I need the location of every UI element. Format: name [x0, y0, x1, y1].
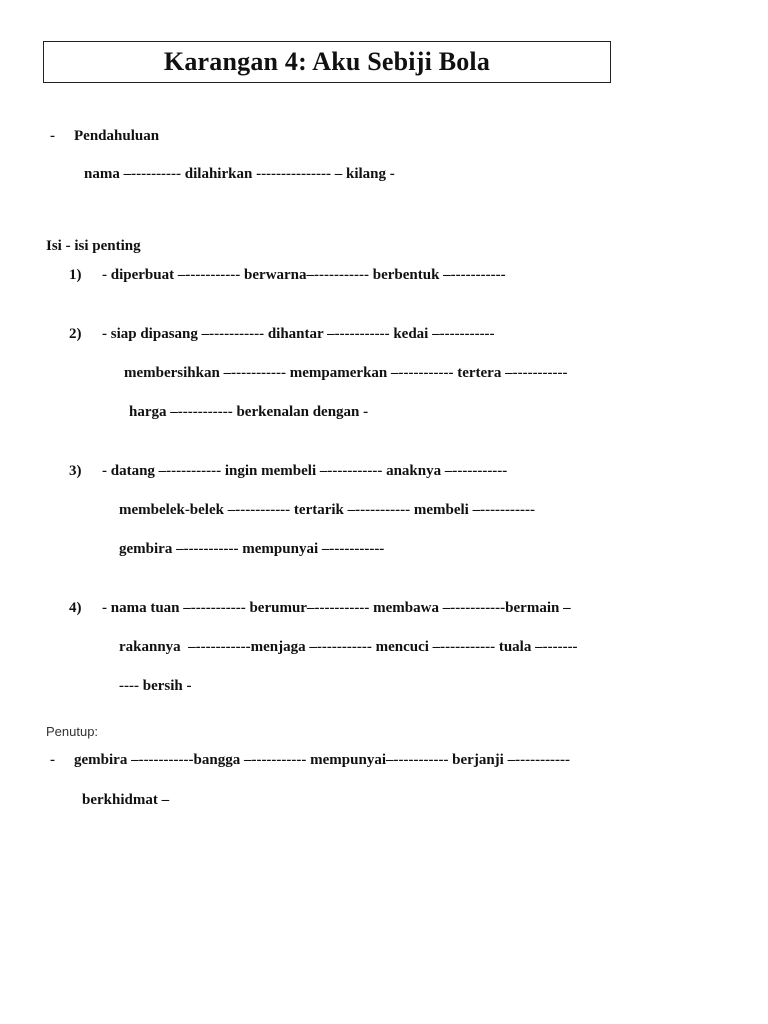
item-2-line-2: membersihkan –----------- mempamerkan –----------- tertera –-----------	[124, 365, 568, 381]
item-4-line-3: ---- bersih -	[119, 678, 192, 694]
title-box	[43, 41, 611, 83]
item-4-line-1: - nama tuan –----------- berumur–----------- membawa –-----------bermain –	[102, 600, 571, 616]
item-4-number: 4)	[69, 600, 82, 616]
item-1-line-1: - diperbuat –----------- berwarna–----------- berbentuk –-----------	[102, 267, 506, 283]
pendahuluan-line: nama –---------- dilahirkan --------------- – kilang -	[84, 166, 395, 182]
item-3-line-3: gembira –----------- mempunyai –-----------	[119, 541, 385, 557]
item-4-line-2: rakannya –-----------menjaga –----------- mencuci –----------- tuala –-------	[119, 639, 578, 655]
item-3-line-2: membelek-belek –----------- tertarik –----------- membeli –-----------	[119, 502, 536, 518]
page-title: Karangan 4: Aku Sebiji Bola	[163, 47, 491, 76]
pendahuluan-bullet: -	[50, 128, 55, 144]
penutup-bullet: -	[50, 752, 55, 768]
item-2-line-3: harga –----------- berkenalan dengan -	[129, 404, 369, 420]
item-3-number: 3)	[69, 463, 82, 479]
item-1-number: 1)	[69, 267, 82, 283]
item-3-line-1: - datang –----------- ingin membeli –----------- anaknya –-----------	[102, 463, 508, 479]
pendahuluan-heading: Pendahuluan	[74, 128, 160, 144]
isi-heading: Isi - isi penting	[46, 238, 141, 254]
penutup-line-1: gembira –-----------bangga –----------- mempunyai–----------- berjanji –-----------	[74, 752, 571, 768]
item-2-line-1: - siap dipasang –----------- dihantar –----------- kedai –-----------	[102, 326, 495, 342]
penutup-line-2: berkhidmat –	[82, 792, 170, 808]
penutup-heading: Penutup:	[46, 724, 99, 739]
item-2-number: 2)	[69, 326, 82, 342]
